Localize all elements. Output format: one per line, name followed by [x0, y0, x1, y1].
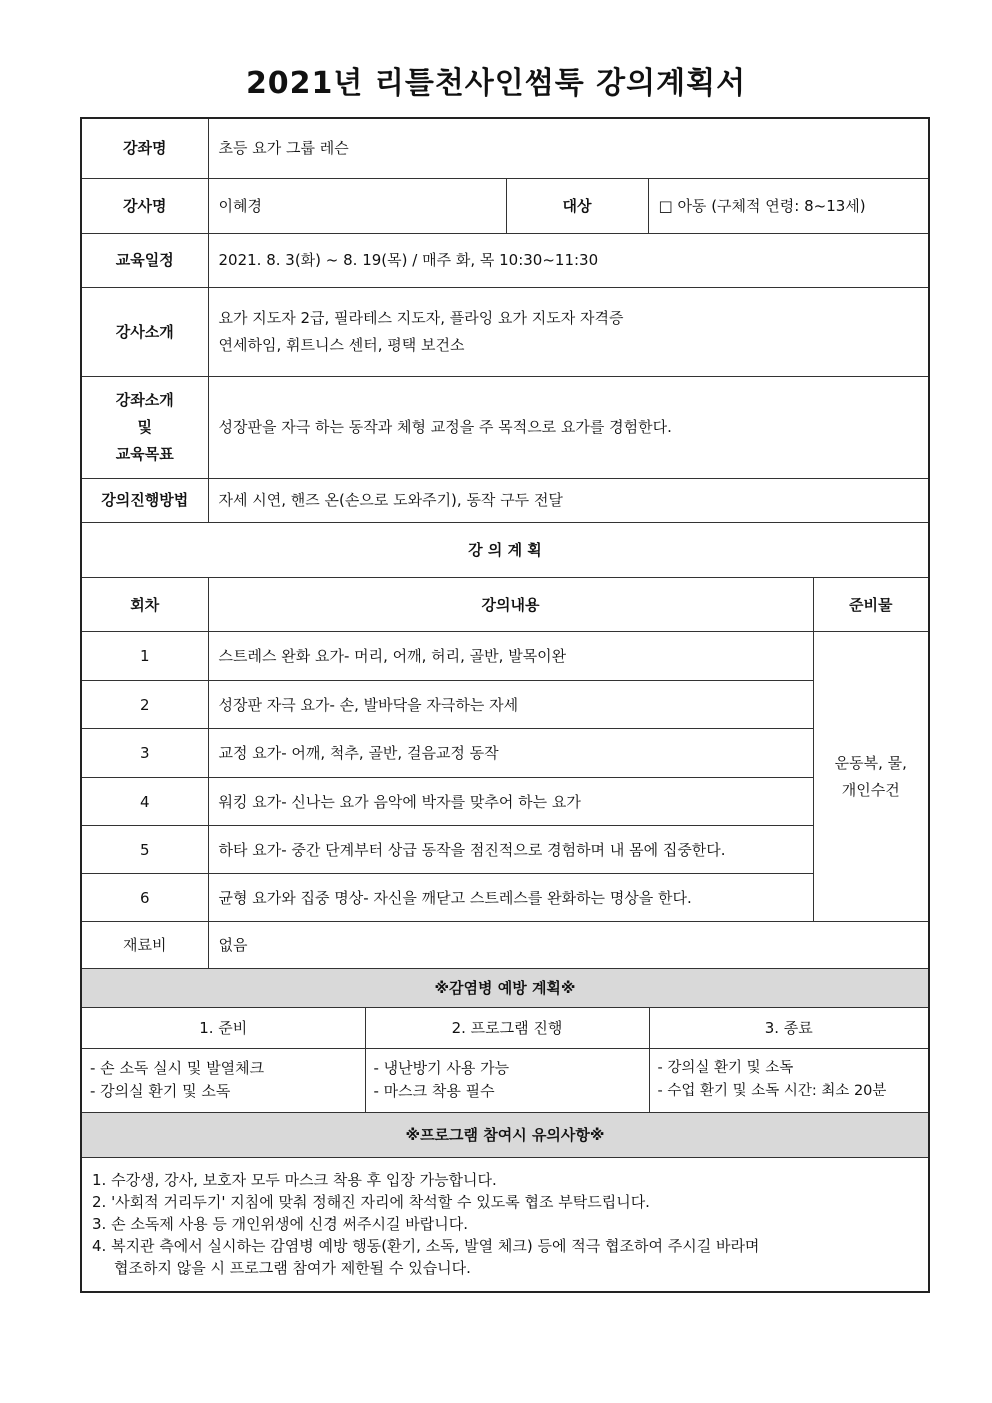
instructor-value: 이혜경 — [208, 178, 506, 233]
course-info-table — [82, 119, 928, 523]
list-item: - 냉난방기 사용 가능 — [373, 1059, 510, 1077]
method-value: 자세 시연, 핸즈 온(손으로 도와주기), 동작 구두 전달 — [208, 478, 928, 522]
intro-line: 요가 지도자 2급, 필라테스 지도자, 플라잉 요가 지도자 자격증 — [218, 308, 624, 327]
session-number: 5 — [82, 826, 208, 874]
lecture-plan-form — [80, 117, 930, 1293]
session-content: 하타 요가- 중간 단계부터 상급 동작을 점진적으로 경험하며 내 몸에 집중한다. — [208, 826, 813, 874]
document-title: 2021년 리틀천사인썸툭 강의계획서 — [245, 66, 747, 101]
session-column-header: 회차 — [82, 578, 208, 632]
supplies-line: 운동복, 물, — [834, 753, 907, 772]
session-content: 교정 요가- 어깨, 척추, 골반, 걸음교정 동작 — [208, 729, 813, 778]
supplies-line: 개인수건 — [841, 780, 900, 799]
plan-header: 강 의 계 획 — [82, 523, 928, 578]
list-item: - 강의실 환기 및 소독 — [90, 1082, 231, 1100]
method-label: 강의진행방법 — [82, 478, 208, 522]
target-label: 대상 — [506, 178, 648, 233]
goal-label-line: 강좌소개 — [115, 390, 174, 409]
prevention-progress-items — [365, 1048, 649, 1112]
session-content: 스트레스 완화 요가- 머리, 어깨, 허리, 골반, 발목이완 — [208, 632, 813, 681]
course-goal-label — [82, 376, 208, 478]
goal-label-line: 교육목표 — [115, 444, 174, 463]
session-number: 6 — [82, 874, 208, 922]
list-item: 2. '사회적 거리두기' 지침에 맞춰 정해진 자리에 착석할 수 있도록 협조 부탁드립니다. — [92, 1193, 650, 1212]
goal-label-line: 및 — [137, 417, 152, 436]
supplies-column-header: 준비물 — [813, 578, 928, 632]
instructor-label: 강사명 — [82, 178, 208, 233]
list-item: 1. 수강생, 강사, 보호자 모두 마스크 착용 후 입장 가능합니다. — [92, 1171, 497, 1190]
schedule-label: 교육일정 — [82, 233, 208, 287]
prevention-step-end: 3. 종료 — [649, 1007, 928, 1048]
course-name-label: 강좌명 — [82, 119, 208, 178]
schedule-value: 2021. 8. 3(화) ~ 8. 19(목) / 매주 화, 목 10:30~11:30 — [208, 233, 928, 287]
session-number: 2 — [82, 681, 208, 729]
table-row — [82, 778, 928, 826]
prevention-end-items — [649, 1048, 928, 1112]
list-item: 3. 손 소독제 사용 등 개인위생에 신경 써주시길 바랍니다. — [92, 1215, 469, 1234]
instructor-intro-value — [208, 287, 928, 376]
supplies-value — [813, 632, 928, 922]
prevention-prepare-items — [82, 1048, 365, 1112]
course-name-value: 초등 요가 그룹 레슨 — [208, 119, 928, 178]
material-fee-value: 없음 — [208, 922, 928, 969]
prevention-notes-table — [82, 969, 928, 1291]
table-row — [82, 874, 928, 922]
list-item: - 수업 환기 및 소독 시간: 최소 20분 — [657, 1083, 887, 1099]
prevention-step-prepare: 1. 준비 — [82, 1007, 365, 1048]
course-goal-value: 성장판을 자극 하는 동작과 체형 교정을 주 목적으로 요가를 경험한다. — [208, 376, 928, 478]
table-row — [82, 729, 928, 778]
session-number: 1 — [82, 632, 208, 681]
list-item: - 손 소독 실시 및 발열체크 — [90, 1059, 265, 1077]
list-item: - 강의실 환기 및 소독 — [657, 1060, 794, 1076]
session-content: 성장판 자극 요가- 손, 발바닥을 자극하는 자세 — [208, 681, 813, 729]
material-fee-label: 재료비 — [82, 922, 208, 969]
notes-header: ※프로그램 참여시 유의사항※ — [82, 1112, 928, 1157]
table-row — [82, 681, 928, 729]
instructor-intro-label: 강사소개 — [82, 287, 208, 376]
session-number: 3 — [82, 729, 208, 778]
target-value: □ 아동 (구체적 연령: 8~13세) — [648, 178, 928, 233]
prevention-step-progress: 2. 프로그램 진행 — [365, 1007, 649, 1048]
session-content: 균형 요가와 집중 명상- 자신을 깨닫고 스트레스를 완화하는 명상을 한다. — [208, 874, 813, 922]
lecture-plan-table — [82, 523, 928, 970]
list-item: - 마스크 착용 필수 — [373, 1082, 495, 1100]
intro-line: 연세하임, 휘트니스 센터, 평택 보건소 — [218, 335, 465, 354]
prevention-header: ※감염병 예방 계획※ — [82, 969, 928, 1007]
table-row — [82, 632, 928, 681]
list-item-continuation: 협조하지 않을 시 프로그램 참여가 제한될 수 있습니다. — [114, 1259, 471, 1278]
session-number: 4 — [82, 778, 208, 826]
list-item: 4. 복지관 측에서 실시하는 감염병 예방 행동(환기, 소독, 발열 체크) 등에 적극 협조하여 주시길 바라며 — [92, 1237, 760, 1256]
table-row — [82, 826, 928, 874]
session-content: 워킹 요가- 신나는 요가 음악에 박자를 맞추어 하는 요가 — [208, 778, 813, 826]
content-column-header: 강의내용 — [208, 578, 813, 632]
notes-list — [82, 1157, 928, 1291]
